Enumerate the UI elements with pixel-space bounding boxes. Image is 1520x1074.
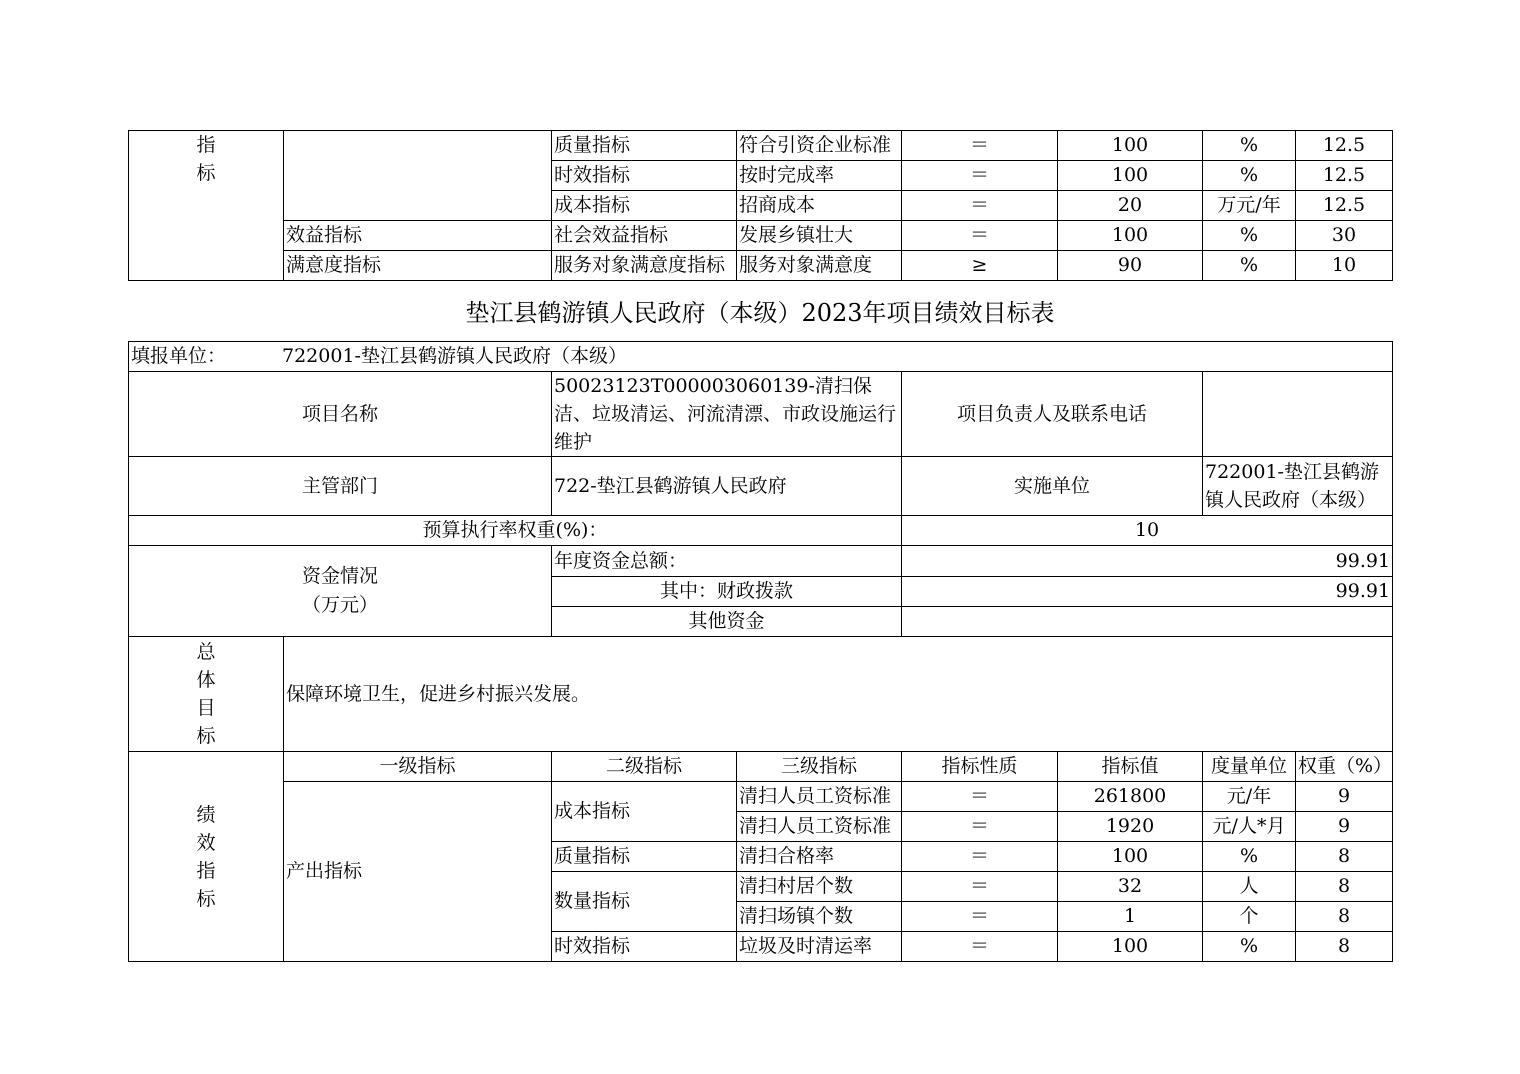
budget-rate-value: 10 — [902, 516, 1393, 546]
level2-cell: 质量指标 — [552, 131, 737, 161]
level2-cell: 社会效益指标 — [552, 221, 737, 251]
nature-cell: ＝ — [902, 932, 1058, 962]
weight-cell: 9 — [1296, 812, 1393, 842]
nature-cell: ＝ — [902, 221, 1058, 251]
unit-cell: 个 — [1203, 902, 1296, 932]
overall-goal-text: 保障环境卫生，促进乡村振兴发展。 — [284, 637, 1393, 752]
level3-cell: 发展乡镇壮大 — [737, 221, 902, 251]
unit-cell: % — [1203, 251, 1296, 281]
level3-cell: 垃圾及时清运率 — [737, 932, 902, 962]
weight-cell: 8 — [1296, 842, 1393, 872]
weight-cell: 8 — [1296, 932, 1393, 962]
level1-cell — [284, 131, 552, 221]
level2-cell: 时效指标 — [552, 161, 737, 191]
level2-quantity: 数量指标 — [552, 872, 737, 932]
overall-goal-label: 总 体 目 标 — [129, 637, 284, 752]
weight-cell: 12.5 — [1296, 161, 1393, 191]
level3-cell: 清扫场镇个数 — [737, 902, 902, 932]
level3-cell: 清扫人员工资标准 — [737, 812, 902, 842]
header-level3: 三级指标 — [737, 752, 902, 782]
nature-cell: ＝ — [902, 161, 1058, 191]
reporting-unit-row — [129, 342, 1393, 372]
weight-cell: 30 — [1296, 221, 1393, 251]
level2-timeliness: 时效指标 — [552, 932, 737, 962]
level1-cell: 效益指标 — [284, 221, 552, 251]
funds-other-value — [902, 607, 1393, 637]
contact-label: 项目负责人及联系电话 — [902, 372, 1203, 457]
implementing-unit-label: 实施单位 — [902, 457, 1203, 516]
project-name-label: 项目名称 — [129, 372, 552, 457]
value-cell: 90 — [1058, 251, 1203, 281]
implementing-unit-value: 722001-垫江县鹤游镇人民政府（本级） — [1203, 457, 1393, 516]
level2-cost: 成本指标 — [552, 782, 737, 842]
project-name-value: 50023123T000003060139-清扫保洁、垃圾清运、河流清漂、市政设施运行维护 — [552, 372, 902, 457]
nature-cell: ≥ — [902, 251, 1058, 281]
value-cell: 1920 — [1058, 812, 1203, 842]
value-cell: 261800 — [1058, 782, 1203, 812]
value-cell: 20 — [1058, 191, 1203, 221]
nature-cell: ＝ — [902, 782, 1058, 812]
unit-cell: % — [1203, 161, 1296, 191]
header-level1: 一级指标 — [284, 752, 552, 782]
unit-cell: 人 — [1203, 872, 1296, 902]
weight-cell: 12.5 — [1296, 191, 1393, 221]
unit-cell: 元/年 — [1203, 782, 1296, 812]
level3-cell: 招商成本 — [737, 191, 902, 221]
unit-cell: 元/人*月 — [1203, 812, 1296, 842]
level1-cell: 满意度指标 — [284, 251, 552, 281]
document-title: 垫江县鹤游镇人民政府（本级）2023年项目绩效目标表 — [465, 299, 1055, 327]
indicator-continuation-table — [128, 130, 1393, 281]
value-cell: 100 — [1058, 161, 1203, 191]
weight-cell: 8 — [1296, 872, 1393, 902]
header-weight: 权重（%） — [1296, 752, 1393, 782]
funds-fiscal-value: 99.91 — [902, 577, 1393, 607]
nature-cell: ＝ — [902, 131, 1058, 161]
value-cell: 1 — [1058, 902, 1203, 932]
level3-cell: 清扫村居个数 — [737, 872, 902, 902]
level1-output: 产出指标 — [284, 782, 552, 962]
value-cell: 32 — [1058, 872, 1203, 902]
nature-cell: ＝ — [902, 872, 1058, 902]
contact-value — [1203, 372, 1393, 457]
weight-cell: 12.5 — [1296, 131, 1393, 161]
header-value: 指标值 — [1058, 752, 1203, 782]
weight-cell: 10 — [1296, 251, 1393, 281]
level3-cell: 清扫人员工资标准 — [737, 782, 902, 812]
level2-cell: 成本指标 — [552, 191, 737, 221]
nature-cell: ＝ — [902, 902, 1058, 932]
funds-total-value: 99.91 — [902, 546, 1393, 577]
value-cell: 100 — [1058, 842, 1203, 872]
value-cell: 100 — [1058, 221, 1203, 251]
department-value: 722-垫江县鹤游镇人民政府 — [552, 457, 902, 516]
indicators-label: 绩 效 指 标 — [129, 752, 284, 962]
funds-label: 资金情况 （万元） — [129, 546, 552, 637]
indicator-category-label: 指 标 — [129, 131, 284, 281]
weight-cell: 9 — [1296, 782, 1393, 812]
nature-cell: ＝ — [902, 842, 1058, 872]
department-label: 主管部门 — [129, 457, 552, 516]
reporting-unit-label: 填报单位： — [131, 345, 227, 367]
level2-cell: 服务对象满意度指标 — [552, 251, 737, 281]
funds-other-label: 其他资金 — [552, 607, 902, 637]
level3-cell: 清扫合格率 — [737, 842, 902, 872]
reporting-unit-value: 722001-垫江县鹤游镇人民政府（本级） — [282, 345, 627, 367]
nature-cell: ＝ — [902, 191, 1058, 221]
unit-cell: % — [1203, 932, 1296, 962]
header-unit: 度量单位 — [1203, 752, 1296, 782]
level2-quality: 质量指标 — [552, 842, 737, 872]
level3-cell: 服务对象满意度 — [737, 251, 902, 281]
header-level2: 二级指标 — [552, 752, 737, 782]
weight-cell: 8 — [1296, 902, 1393, 932]
funds-fiscal-label: 其中：财政拨款 — [552, 577, 902, 607]
funds-total-label: 年度资金总额： — [552, 546, 902, 577]
performance-target-table — [128, 341, 1393, 962]
value-cell: 100 — [1058, 131, 1203, 161]
unit-cell: % — [1203, 842, 1296, 872]
budget-rate-label: 预算执行率权重(%)： — [129, 516, 902, 546]
level3-cell: 按时完成率 — [737, 161, 902, 191]
header-nature: 指标性质 — [902, 752, 1058, 782]
level3-cell: 符合引资企业标准 — [737, 131, 902, 161]
unit-cell: % — [1203, 131, 1296, 161]
nature-cell: ＝ — [902, 812, 1058, 842]
unit-cell: 万元/年 — [1203, 191, 1296, 221]
value-cell: 100 — [1058, 932, 1203, 962]
unit-cell: % — [1203, 221, 1296, 251]
